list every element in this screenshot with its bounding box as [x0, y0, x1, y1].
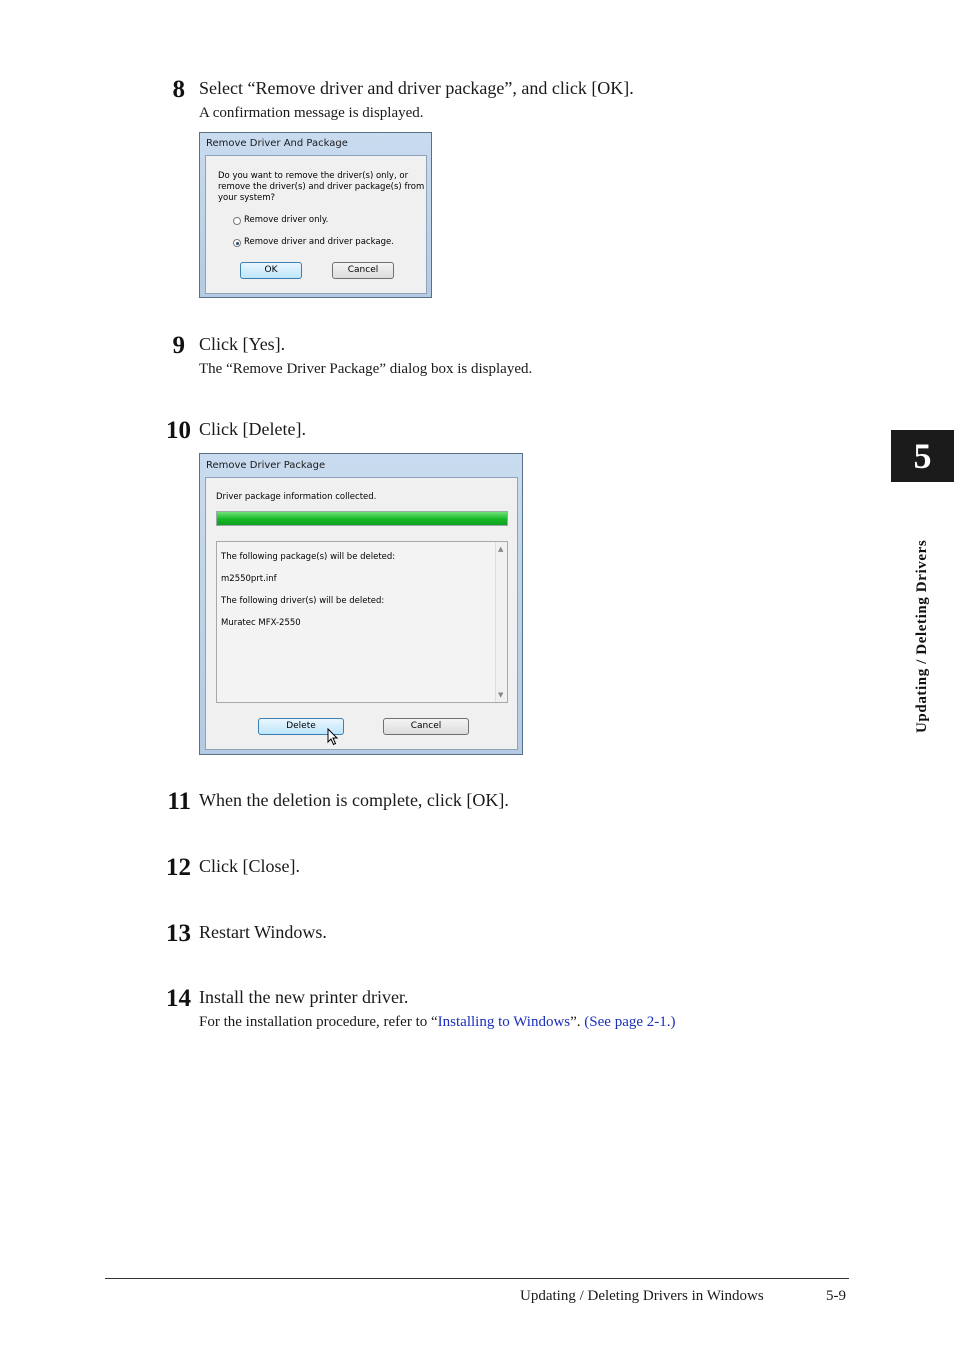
- step-number: 14: [166, 985, 191, 1012]
- progress-fill: [217, 512, 507, 525]
- delete-button[interactable]: Delete: [258, 718, 344, 735]
- scroll-up-arrow-icon[interactable]: ▲: [498, 545, 504, 553]
- page-number: 5-9: [826, 1288, 846, 1304]
- step-number: 9: [172, 332, 185, 359]
- list-item: m2550prt.inf: [221, 574, 277, 584]
- list-item: Muratec MFX-2550: [221, 618, 301, 628]
- chapter-side-label: Updating / Deleting Drivers: [914, 539, 930, 733]
- step-note: [199, 1013, 676, 1031]
- remove-driver-only-radio[interactable]: [233, 217, 241, 225]
- step-note: The “Remove Driver Package” dialog box is displayed.: [199, 361, 533, 377]
- question-line: your system?: [218, 193, 276, 203]
- scrollbar[interactable]: [495, 542, 507, 702]
- note-text: For the installation procedure, refer to “: [199, 1014, 438, 1030]
- step-instruction: Restart Windows.: [199, 922, 327, 942]
- installing-to-windows-link[interactable]: Installing to Windows: [437, 1014, 571, 1030]
- step-instruction: When the deletion is complete, click [OK].: [199, 790, 509, 810]
- footer-rule: [105, 1278, 849, 1279]
- note-text: ”.: [570, 1014, 585, 1030]
- step-note: A confirmation message is displayed.: [199, 105, 424, 121]
- radio-label: Remove driver only.: [244, 215, 329, 225]
- step-number: 12: [166, 854, 191, 881]
- see-page-link[interactable]: (See page 2-1.): [584, 1014, 676, 1030]
- step-number: 8: [172, 76, 185, 103]
- dialog-question: [218, 171, 424, 204]
- dialog-title: Remove Driver And Package: [206, 138, 348, 149]
- cancel-button[interactable]: Cancel: [383, 718, 469, 735]
- mouse-cursor-icon: [327, 728, 339, 746]
- list-content: [221, 546, 395, 634]
- step-number: 11: [167, 788, 191, 815]
- step-instruction: Click [Delete].: [199, 419, 306, 439]
- status-text: Driver package information collected.: [216, 492, 377, 502]
- dialog-body: [205, 477, 518, 750]
- radio-label: Remove driver and driver package.: [244, 237, 394, 247]
- question-line: Do you want to remove the driver(s) only, or: [218, 171, 409, 181]
- chapter-tab: 5: [891, 430, 954, 482]
- remove-driver-package-dialog: [199, 453, 523, 755]
- step-instruction: Select “Remove driver and driver package”, and click [OK].: [199, 78, 634, 98]
- step-instruction: Click [Yes].: [199, 334, 286, 354]
- progress-bar: [216, 511, 508, 526]
- remove-driver-and-package-dialog: [199, 132, 432, 298]
- step-number: 13: [166, 920, 191, 947]
- scroll-down-arrow-icon[interactable]: ▼: [498, 691, 504, 699]
- question-line: remove the driver(s) and driver package(s) from: [218, 182, 425, 192]
- step-instruction: Install the new printer driver.: [199, 987, 409, 1007]
- remove-driver-and-package-radio[interactable]: [233, 239, 241, 247]
- cancel-button[interactable]: Cancel: [332, 262, 394, 279]
- deletion-list[interactable]: [216, 541, 508, 703]
- list-item: The following driver(s) will be deleted:: [221, 596, 385, 606]
- list-item: The following package(s) will be deleted:: [221, 552, 396, 562]
- step-number: 10: [166, 417, 191, 444]
- dialog-title: Remove Driver Package: [206, 460, 326, 471]
- footer-section-title: Updating / Deleting Drivers in Windows: [520, 1288, 764, 1304]
- dialog-body: [205, 155, 427, 294]
- step-instruction: Click [Close].: [199, 856, 300, 876]
- ok-button[interactable]: OK: [240, 262, 302, 279]
